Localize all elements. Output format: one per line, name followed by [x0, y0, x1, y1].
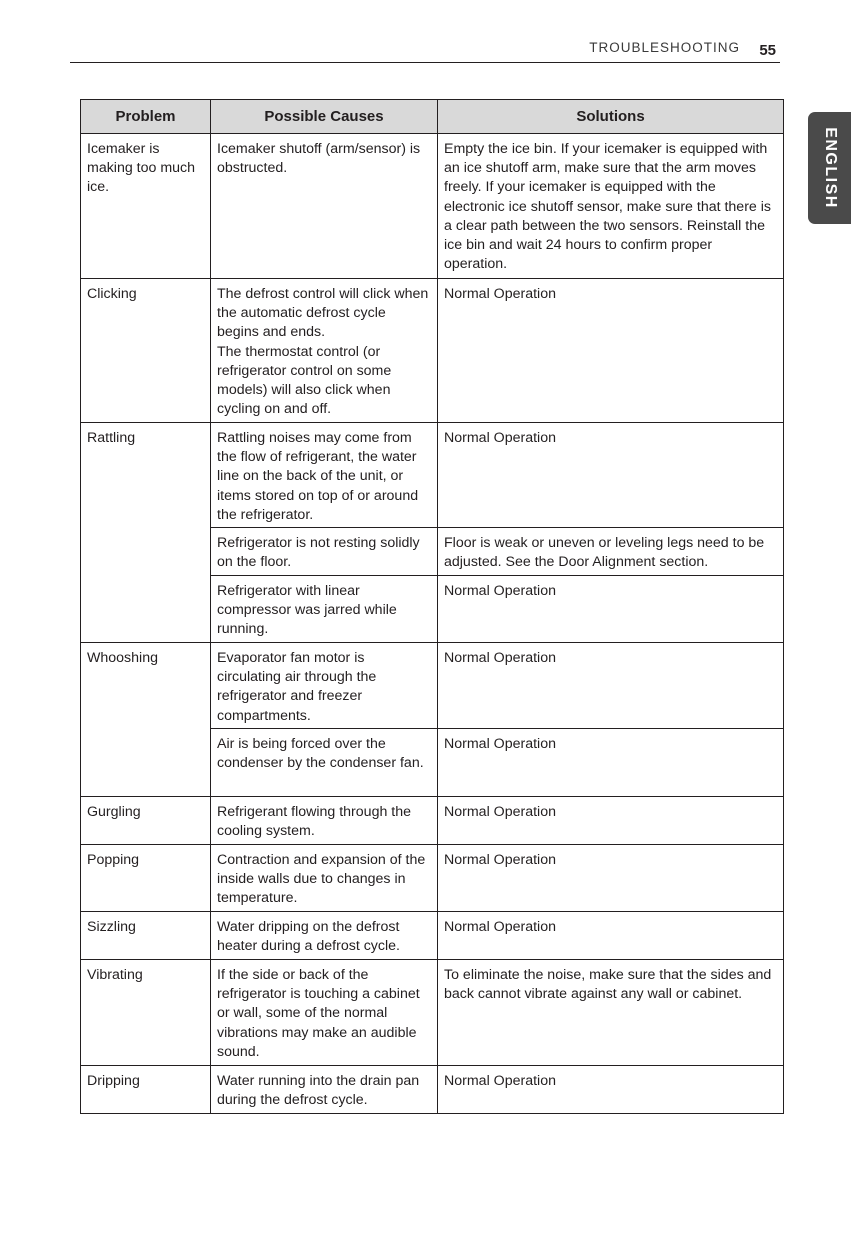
- page-header: [70, 38, 780, 63]
- solution-cell: Normal Operation: [438, 576, 784, 643]
- cause-cell: [211, 279, 438, 423]
- solution-cell: To eliminate the noise, make sure that the sides and back cannot vibrate against any wall or cabinet.: [438, 960, 784, 1066]
- cause-cell: Refrigerator with linear compressor was jarred while running.: [211, 576, 438, 643]
- cause-cell: Water dripping on the defrost heater during a defrost cycle.: [211, 912, 438, 960]
- problem-cell: Vibrating: [81, 960, 211, 1066]
- cause-cell: Evaporator fan motor is circulating air through the refrigerator and freezer compartments.: [211, 643, 438, 729]
- cause-line: The defrost control will click when the automatic defrost cycle begins and ends. The thermostat control (or refrigerator control on some models) will also click when cycling on and off.: [217, 286, 429, 418]
- solution-cell: Normal Operation: [438, 845, 784, 912]
- solution-cell: Empty the ice bin. If your icemaker is equipped with an ice shutoff arm, make sure that the arm moves freely. If your icemaker is equipped with the electronic ice shutoff sensor, make sure that there is a clear path between the two sensors. Reinstall the ice bin and wait 24 hours to confirm proper operation.: [438, 134, 784, 279]
- header-problem: Problem: [81, 100, 211, 134]
- solution-cell: Floor is weak or uneven or leveling legs need to be adjusted. See the Door Alignment section.: [438, 528, 784, 576]
- page-number: 55: [759, 42, 776, 59]
- problem-cell: Gurgling: [81, 797, 211, 845]
- header-possible-causes: Possible Causes: [211, 100, 438, 134]
- cause-cell: Icemaker shutoff (arm/sensor) is obstructed.: [211, 134, 438, 279]
- solution-cell: Normal Operation: [438, 729, 784, 797]
- table-row: [81, 643, 784, 729]
- cause-cell: Rattling noises may come from the flow of refrigerant, the water line on the back of the unit, or items stored on top of or around the refrigerator.: [211, 423, 438, 528]
- language-tab: [808, 112, 851, 224]
- cause-cell: Air is being forced over the condenser by the condenser fan.: [211, 729, 438, 797]
- problem-cell: Dripping: [81, 1066, 211, 1114]
- table-row: [81, 279, 784, 423]
- solution-cell: Normal Operation: [438, 797, 784, 845]
- solution-cell: Normal Operation: [438, 423, 784, 528]
- table-row: [81, 797, 784, 845]
- table-row: [81, 134, 784, 279]
- table-header-row: [81, 100, 784, 134]
- problem-cell: Icemaker is making too much ice.: [81, 134, 211, 279]
- problem-cell: Sizzling: [81, 912, 211, 960]
- problem-cell: Clicking: [81, 279, 211, 423]
- problem-cell: Whooshing: [81, 643, 211, 797]
- cause-cell: Refrigerator is not resting solidly on the floor.: [211, 528, 438, 576]
- language-tab-label: ENGLISH: [821, 127, 839, 209]
- problem-cell: Rattling: [81, 423, 211, 643]
- solution-cell: Normal Operation: [438, 279, 784, 423]
- table-row: [81, 423, 784, 528]
- solution-cell: Normal Operation: [438, 643, 784, 729]
- cause-cell: If the side or back of the refrigerator is touching a cabinet or wall, some of the normal vibrations may make an audible sound.: [211, 960, 438, 1066]
- table-row: [81, 1066, 784, 1114]
- problem-cell: Popping: [81, 845, 211, 912]
- table-row: [81, 845, 784, 912]
- section-title: TROUBLESHOOTING: [589, 40, 740, 55]
- header-solutions: Solutions: [438, 100, 784, 134]
- cause-cell: Water running into the drain pan during the defrost cycle.: [211, 1066, 438, 1114]
- cause-cell: Contraction and expansion of the inside walls due to changes in temperature.: [211, 845, 438, 912]
- table-row: [81, 960, 784, 1066]
- cause-cell: Refrigerant flowing through the cooling system.: [211, 797, 438, 845]
- table-row: [81, 912, 784, 960]
- troubleshooting-table: [80, 99, 784, 1114]
- solution-cell: Normal Operation: [438, 912, 784, 960]
- solution-cell: Normal Operation: [438, 1066, 784, 1114]
